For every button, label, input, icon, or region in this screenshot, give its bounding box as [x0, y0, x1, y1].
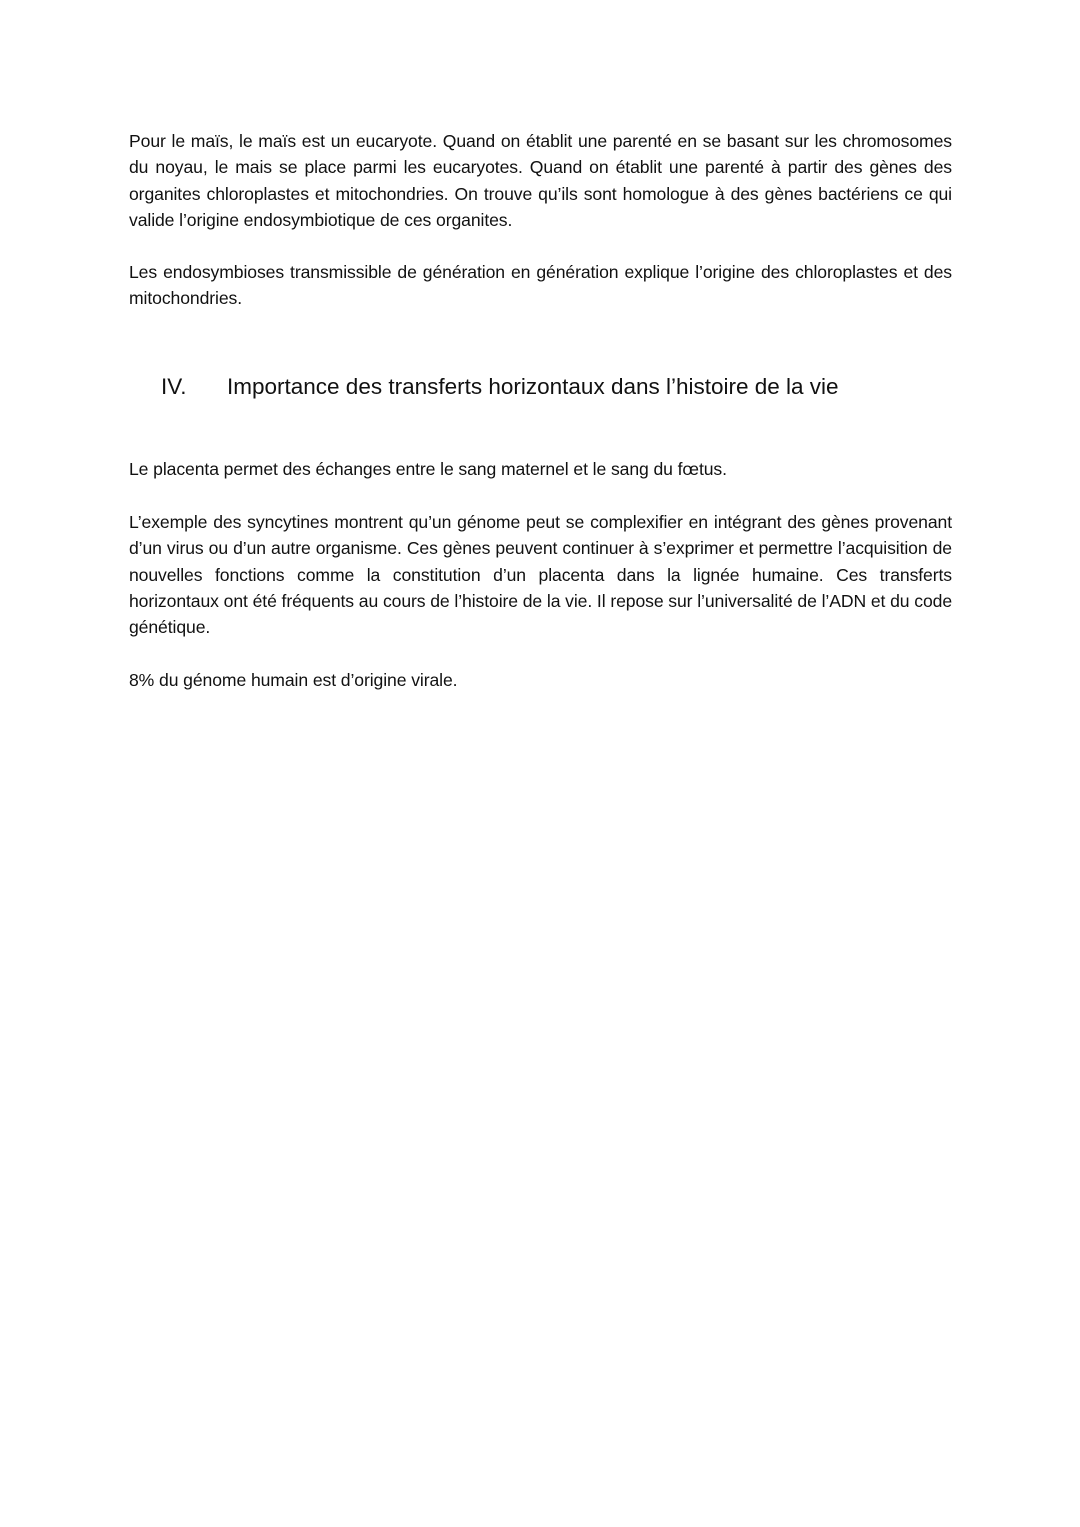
section-heading	[161, 372, 952, 402]
paragraph-endosymbioses: Les endosymbioses transmissible de génération en génération explique l’origine des chloroplastes et des mitochondries.	[129, 262, 952, 309]
paragraph-syncytines: L’exemple des syncytines montrent qu’un génome peut se complexifier en intégrant des gènes provenant d’un virus ou d’un autre organisme. Ces gènes peuvent continuer à s’exprimer et permettre l’acquisition de nouvelles fonctions comme la constitution d’un placenta dans la lignée humaine. Ces transferts horizontaux ont été fréquents au cours de l’histoire de la vie. Il repose sur l’universalité de l’ADN et du code génétique.	[129, 512, 953, 638]
paragraph-placenta: Le placenta permet des échanges entre le sang maternel et le sang du fœtus.	[129, 458, 727, 479]
section-title: Importance des transferts horizontaux dans l’histoire de la vie	[227, 373, 839, 399]
section-number: IV.	[161, 373, 187, 399]
document-body	[129, 128, 952, 693]
paragraph-genome-viral: 8% du génome humain est d’origine virale.	[129, 669, 458, 690]
paragraph-mais-eucaryote: Pour le maïs, le maïs est un eucaryote. Quand on établit une parenté en se basant sur les chromosomes du noyau, le mais se place parmi les eucaryotes. Quand on établit une parenté à partir des gènes des organites chloroplastes et mitochondries. On trouve qu’ils sont homologue à des gènes bactériens ce qui valide l’origine endosymbiotique de ces organites.	[129, 131, 952, 230]
